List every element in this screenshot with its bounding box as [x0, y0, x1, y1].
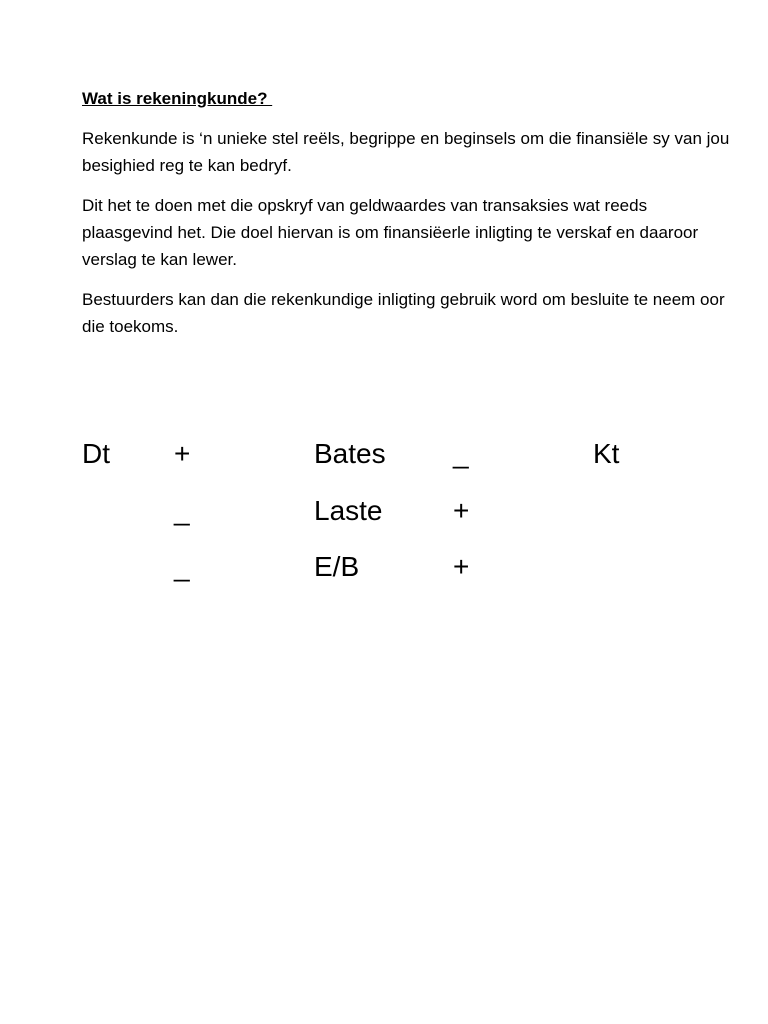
- ledger-row-account: Bates: [314, 438, 386, 469]
- credit-label: Kt: [593, 438, 620, 469]
- ledger-row-credit-sign: +: [453, 551, 470, 582]
- ledger-row-account: Laste: [314, 495, 383, 526]
- ledger-row-account: E/B: [314, 551, 360, 582]
- paragraph-purpose: Dit het te doen met die opskryf van geldwaardes van transaksies wat reeds plaasgevind het. Die doel hiervan is om finansiëerle inligting te verskaf en daaroor verslag te kan lewer.: [82, 196, 699, 269]
- ledger-row-debit-sign: _: [174, 551, 190, 582]
- paragraph-definition: Rekenkunde is ‘n unieke stel reëls, begrippe en beginsels om die finansiële sy van jou besighied reg te kan bedryf.: [82, 129, 730, 175]
- paragraph-managers: Bestuurders kan dan die rekenkundige inligting gebruik word om besluite te neem oor die toekoms.: [82, 290, 725, 336]
- ledger-row-credit-sign: +: [453, 495, 470, 526]
- ledger-row-credit-sign: _: [453, 438, 469, 469]
- ledger-row-debit-sign: _: [174, 495, 190, 526]
- debit-label: Dt: [82, 438, 110, 469]
- page-title: Wat is rekeningkunde?: [82, 89, 273, 108]
- ledger-row-debit-sign: +: [174, 438, 191, 469]
